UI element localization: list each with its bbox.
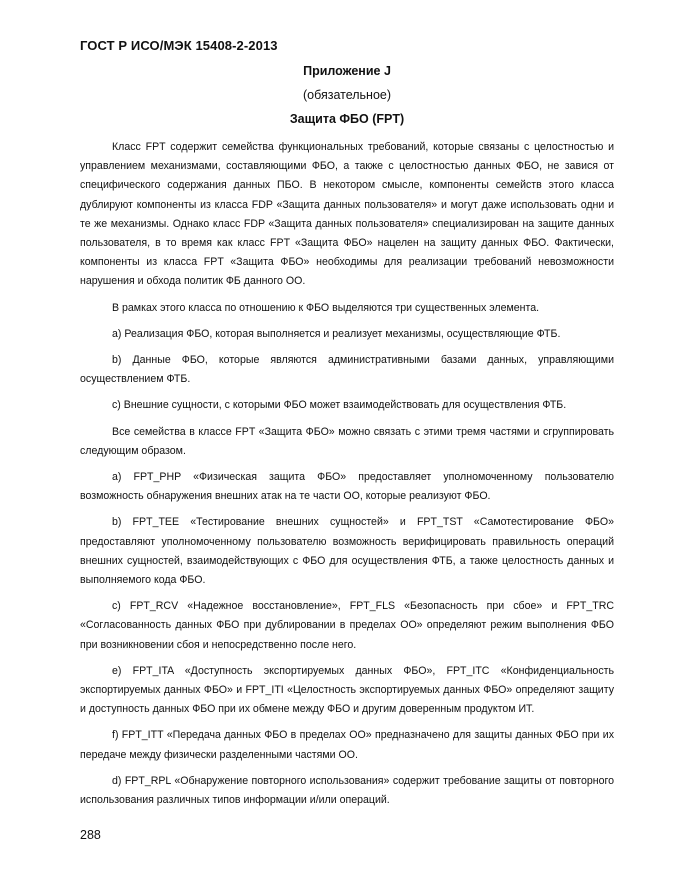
body-text — [80, 138, 614, 817]
title-block — [80, 63, 614, 127]
page-number: 288 — [80, 828, 101, 842]
paragraph: a) FPT_PHP «Физическая защита ФБО» предоставляет уполномоченному пользователю возможность обнаружения внешних атак на те части ОО, которые реализуют ФБО. — [80, 471, 614, 503]
appendix-title: Приложение J — [303, 64, 391, 78]
paragraph: f) FPT_ITT «Передача данных ФБО в пределах ОО» предназначено для защиты данных ФБО при их передаче между физически разделенными частями ОО. — [80, 729, 614, 761]
paragraph: Класс FPT содержит семейства функциональных требований, которые связаны с целостностью и управлением механизмами, составляющими ФБО, а также с целостностью данных ФБО, не завися от специфического содержания данных ПБО. В некотором смысле, компоненты семейств этого класса дублируют компоненты из класса FDP «Защита данных пользователя» и могут даже использовать одни и те же механизмы. Однако класс FDP «Защита данных пользователя» специализирован на защите данных пользователя, в то время как класс FPT «Защита ФБО» нацелен на защиту данных ФБО. Фактически, компоненты из класса FPT «Защита ФБО» необходимы для реализации требований невозможности нарушения и обхода политик ФБ данного ОО. — [80, 141, 614, 288]
paragraph: b) FPT_TEE «Тестирование внешних сущностей» и FPT_TST «Самотестирование ФБО» предоставляют уполномоченному пользователю возможность верифицировать правильность операций внешних сущностей, взаимодействующих с ФБО для осуществления ФТБ, а также целостность данных и выполняемого кода ФБО. — [80, 516, 614, 587]
paragraph: a) Реализация ФБО, которая выполняется и реализует механизмы, осуществляющие ФТБ. — [112, 327, 561, 340]
paragraph: c) Внешние сущности, с которыми ФБО может взаимодействовать для осуществления ФТБ. — [112, 399, 567, 412]
document-header: ГОСТ Р ИСО/МЭК 15408-2-2013 — [80, 38, 278, 53]
appendix-status: (обязательное) — [302, 88, 392, 102]
paragraph: В рамках этого класса по отношению к ФБО выделяются три существенных элемента. — [112, 301, 540, 314]
paragraph: c) FPT_RCV «Надежное восстановление», FPT_FLS «Безопасность при сбое» и FPT_TRC «Согласованность данных ФБО при дублировании в пределах ОО» определяют режим выполнения ФБО при возникновении сбоя и непосредственно после него. — [80, 600, 614, 651]
paragraph: d) FPT_RPL «Обнаружение повторного использования» содержит требование защиты от повторного использования различных типов информации и/или операций. — [80, 774, 614, 807]
section-title: Защита ФБО (FPT) — [289, 112, 405, 126]
paragraph: b) Данные ФБО, которые являются административными базами данных, управляющими осуществлением ФТБ. — [80, 354, 614, 386]
paragraph: Все семейства в классе FPT «Защита ФБО» можно связать с этими тремя частями и сгруппировать следующим образом. — [80, 425, 614, 457]
paragraph: e) FPT_ITA «Доступность экспортируемых данных ФБО», FPT_ITC «Конфиденциальность экспортируемых данных ФБО» и FPT_ITI «Целостность экспортируемых данных ФБО» определяют защиту и доступность данных ФБО при их обмене между ФБО и другим доверенным продуктом ИТ. — [80, 664, 614, 716]
